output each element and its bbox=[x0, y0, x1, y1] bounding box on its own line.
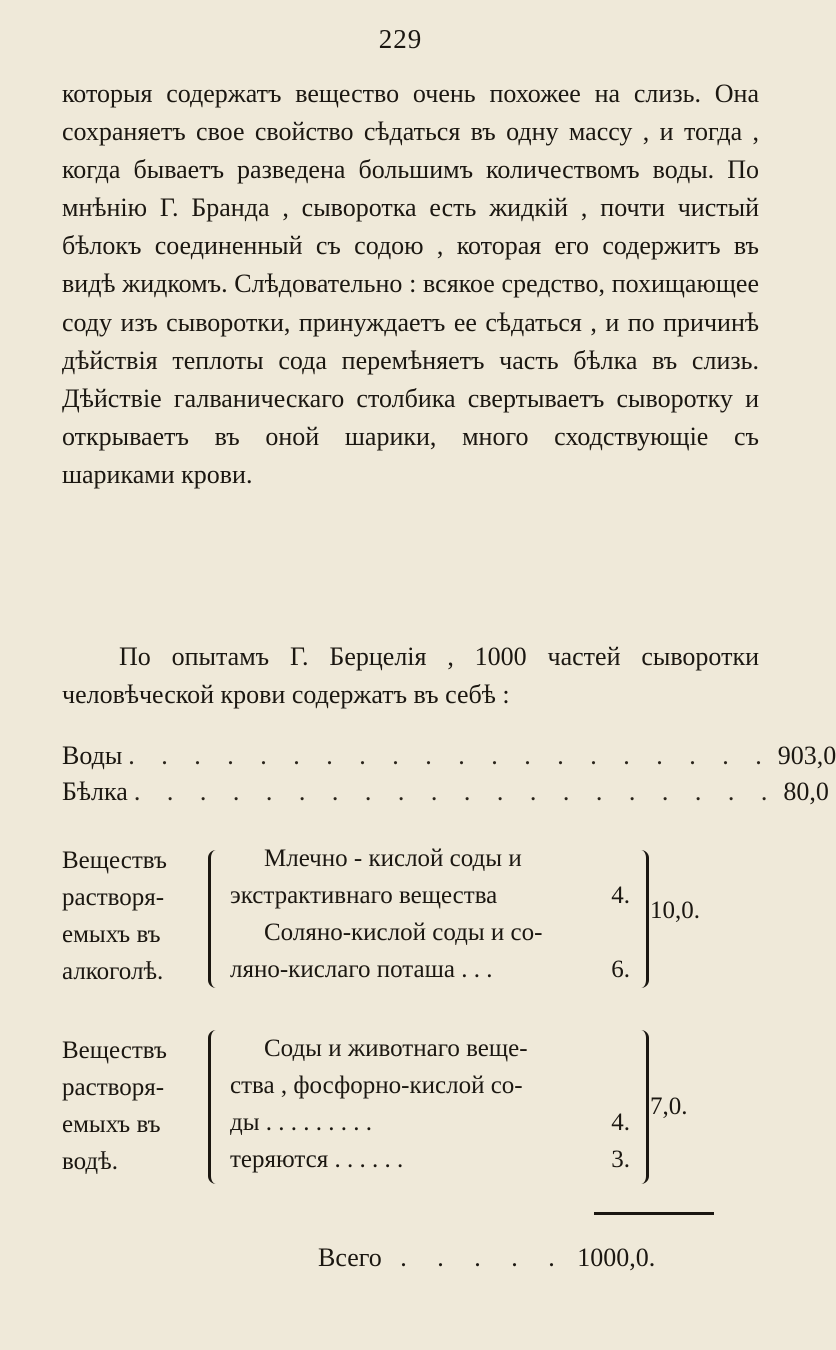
group-alcohol-soluble-items bbox=[230, 840, 630, 988]
leader-dots: . . . . . . . . . . . . . . . . . . . . bbox=[133, 777, 778, 806]
label-line: растворя- bbox=[62, 884, 165, 911]
paragraph-serum-description: которыя содержатъ вещество очень похожее на слизь. Она сохраняетъ свое свойство сѣдаться въ одну массу , и тогда , когда бываетъ разведена большимъ количествомъ воды. По мнѣнію Г. Бранда , сыворотка есть жидкій , почти чистый бѣлокъ соединенный съ содою , которая его содержитъ въ видѣ жидкомъ. Слѣдовательно : всякое средство, похищающее соду изъ сыворотки, принуждаетъ ее сѣдаться , и по причинѣ дѣйствія теплоты сода перемѣняетъ часть бѣлка въ слизь. Дѣйствіе галваническаго столбика свертываетъ сыворотку и открываетъ въ оной шарики, много сходствующіе съ шариками крови. bbox=[62, 79, 759, 489]
group-water-soluble-total: 7,0. bbox=[650, 1093, 688, 1120]
group-water-soluble-items bbox=[230, 1030, 630, 1178]
item-line: ды . . . . . . . . . 4. bbox=[230, 1109, 630, 1136]
total-rule bbox=[594, 1212, 714, 1215]
item-line: теряются . . . . . . 3. bbox=[230, 1146, 630, 1173]
leader-dots: . . . . . . . . . . . . . . . . . . . . bbox=[128, 741, 772, 770]
left-brace bbox=[208, 1030, 221, 1184]
item-line: Соляно-кислой соды и со- bbox=[264, 919, 543, 946]
right-brace bbox=[636, 1030, 649, 1184]
leader-dots: . . . . . bbox=[400, 1243, 567, 1272]
page-number: 229 bbox=[378, 24, 423, 54]
item-line: экстрактивнаго вещества 4. bbox=[230, 882, 630, 909]
total-label: Всего bbox=[318, 1243, 382, 1272]
label-line: Веществъ bbox=[62, 847, 167, 874]
row-label: Бѣлка bbox=[62, 777, 128, 806]
left-brace bbox=[208, 850, 221, 988]
item-line: Соды и животнаго веще- bbox=[264, 1035, 528, 1062]
label-line: емыхъ въ bbox=[62, 1111, 161, 1138]
grand-total-row bbox=[318, 1240, 655, 1276]
label-line: водѣ. bbox=[62, 1148, 118, 1175]
paragraph-berzelius-intro: По опытамъ Г. Берцелія , 1000 частей сыворотки человѣческой крови содержатъ въ себѣ : bbox=[62, 642, 759, 710]
label-line: растворя- bbox=[62, 1074, 165, 1101]
right-brace bbox=[636, 850, 649, 988]
row-value: 80,0 bbox=[783, 777, 829, 806]
group-water-soluble-label bbox=[62, 1032, 222, 1180]
item-line: ства , фосфорно-кислой со- bbox=[230, 1072, 523, 1099]
total-value: 1000,0. bbox=[577, 1243, 656, 1272]
group-alcohol-soluble-total: 10,0. bbox=[650, 897, 700, 924]
label-line: алкоголѣ. bbox=[62, 958, 164, 985]
item-line: ляно-кислаго поташа . . . 6. bbox=[230, 956, 630, 983]
group-alcohol-soluble-label bbox=[62, 842, 222, 990]
composition-row-water bbox=[62, 738, 836, 774]
label-line: емыхъ въ bbox=[62, 921, 161, 948]
label-line: Веществъ bbox=[62, 1037, 167, 1064]
row-label: Воды bbox=[62, 741, 123, 770]
composition-row-protein bbox=[62, 774, 829, 810]
row-value: 903,0 bbox=[777, 741, 836, 770]
item-line: Млечно - кислой соды и bbox=[264, 845, 522, 872]
